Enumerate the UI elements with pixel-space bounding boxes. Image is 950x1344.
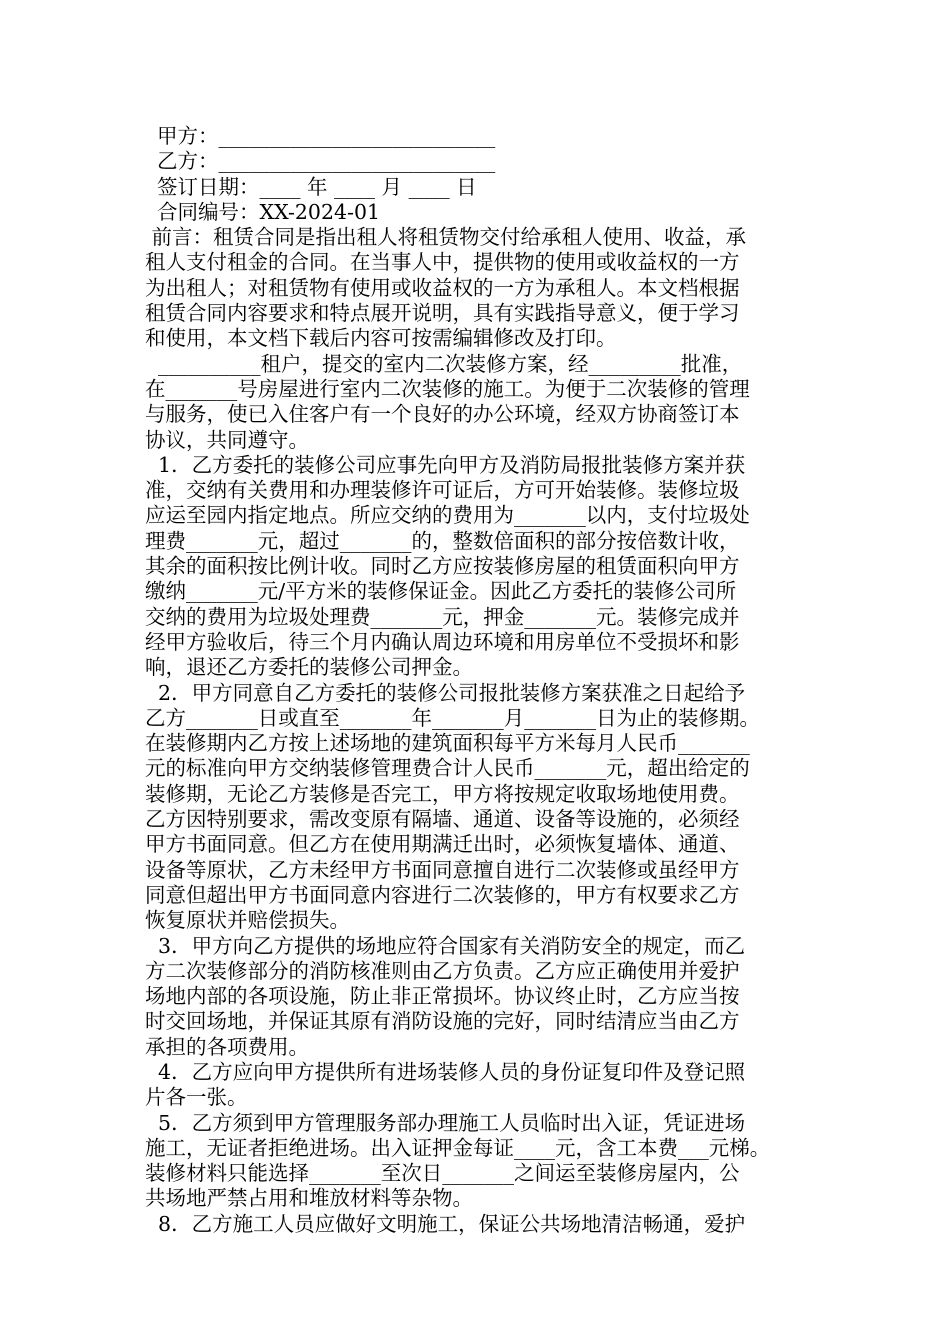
clause-2-line: 甲方书面同意。但乙方在使用期满迁出时，必须恢复墙体、通道、 <box>145 832 740 857</box>
preface-line: 租赁合同内容要求和特点展开说明，具有实践指导意义，便于学习 <box>145 301 740 326</box>
clause-2-line: 装修期，无论乙方装修是否完工，甲方将按规定收取场地使用费。 <box>145 781 740 806</box>
clause-2-line: 设备等原状，乙方未经甲方书面同意擅自进行二次装修或虽经甲方 <box>145 857 740 882</box>
clause-1-line: 缴纳_______元/平方米的装修保证金。因此乙方委托的装修公司所 <box>145 579 737 604</box>
clause-2-line: 乙方_______日或直至_______年_______月_______日为止的装修期。 <box>145 705 760 730</box>
clause-1-line: 经甲方验收后，待三个月内确认周边环境和用房单位不受损坏和影 <box>145 629 740 654</box>
clause-3-line: 方二次装修部分的消防核准则由乙方负责。乙方应正确使用并爱护 <box>145 958 740 983</box>
clause-2-line: 恢复原状并赔偿损失。 <box>145 908 350 933</box>
clause-1-line: 响，退还乙方委托的装修公司押金。 <box>145 655 473 680</box>
clause-3-line: 场地内部的各项设施，防止非正常损坏。协议终止时，乙方应当按 <box>145 984 740 1009</box>
clause-5-line: 5．乙方须到甲方管理服务部办理施工人员临时出入证，凭证进场 <box>145 1110 746 1135</box>
party-b-line: 乙方：___________________________ <box>157 149 496 174</box>
intro-paragraph-line: 协议，共同遵守。 <box>145 427 309 452</box>
contract-document <box>145 124 813 1237</box>
sign-date-line: 签订日期：____ 年 ____ 月 ____ 日 <box>157 174 477 199</box>
clause-3-line: 3．甲方向乙方提供的场地应符合国家有关消防安全的规定，而乙 <box>145 933 746 958</box>
clause-1-line: 交纳的费用为垃圾处理费_______元，押金_______元。装修完成并 <box>145 604 740 629</box>
preface-line: 租人支付租金的合同。在当事人中，提供物的使用或收益权的一方 <box>145 250 740 275</box>
clause-2-line: 乙方因特别要求，需改变原有隔墙、通道、设备等设施的，必须经 <box>145 807 740 832</box>
clause-1-line: 准，交纳有关费用和办理装修许可证后，方可开始装修。装修垃圾 <box>145 478 740 503</box>
clause-3-line: 时交回场地，并保证其原有消防设施的完好，同时结清应当由乙方 <box>145 1009 740 1034</box>
clause-1-line: 1．乙方委托的装修公司应事先向甲方及消防局报批装修方案并获 <box>145 452 746 477</box>
clause-2-line: 在装修期内乙方按上述场地的建筑面积每平方米每月人民币_______ <box>145 731 750 756</box>
clause-2-line: 2．甲方同意自乙方委托的装修公司报批装修方案获准之日起给予 <box>145 680 746 705</box>
intro-paragraph-line: 与服务，使已入住客户有一个良好的办公环境，经双方协商签订本 <box>145 402 740 427</box>
preface-line: 前言：租赁合同是指出租人将租赁物交付给承租人使用、收益，承 <box>145 225 747 250</box>
clause-1-line: 应运至园内指定地点。所应交纳的费用为_______以内，支付垃圾处 <box>145 503 750 528</box>
clause-4-line: 片各一张。 <box>145 1085 248 1110</box>
contract-number-line: 合同编号：XX-2024-01 <box>157 199 381 224</box>
clause-2-line: 同意但超出甲方书面同意内容进行二次装修的，甲方有权要求乙方 <box>145 882 740 907</box>
clause-1-line: 其余的面积按比例计收。同时乙方应按装修房屋的租赁面积向甲方 <box>145 554 740 579</box>
clause-8-line: 8．乙方施工人员应做好文明施工，保证公共场地清洁畅通，爱护 <box>145 1211 746 1236</box>
intro-paragraph-line: 在_______号房屋进行室内二次装修的施工。为便于二次装修的管理 <box>145 376 750 401</box>
clause-1-line: 理费_______元，超过_______的，整数倍面积的部分按倍数计收， <box>145 528 740 553</box>
clause-2-line: 元的标准向甲方交纳装修管理费合计人民币_______元，超出给定的 <box>145 756 750 781</box>
clause-4-line: 4．乙方应向甲方提供所有进场装修人员的身份证复印件及登记照 <box>145 1059 746 1084</box>
clause-5-line: 施工，无证者拒绝进场。出入证押金每证____元，含工本费___元梯。 <box>145 1135 771 1160</box>
clause-5-line: 共场地严禁占用和堆放材料等杂物。 <box>145 1186 473 1211</box>
clause-5-line: 装修材料只能选择_______至次日_______之间运至装修房屋内，公 <box>145 1161 740 1186</box>
intro-paragraph-line: __________租户，提交的室内二次装修方案，经_________批准， <box>145 351 743 376</box>
preface-line: 和使用，本文档下载后内容可按需编辑修改及打印。 <box>145 326 617 351</box>
preface-line: 为出租人；对租赁物有使用或收益权的一方为承租人。本文档根据 <box>145 275 740 300</box>
clause-3-line: 承担的各项费用。 <box>145 1034 309 1059</box>
party-a-line: 甲方：___________________________ <box>157 124 496 148</box>
